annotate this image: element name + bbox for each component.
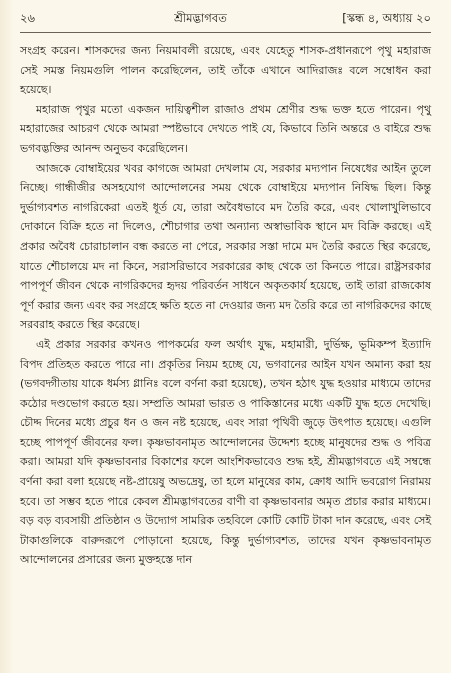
page-body [20,41,431,570]
running-header [20,10,431,32]
book-title: শ্রীমদ্ভাগবত [174,11,227,25]
header-rule [20,32,431,33]
paragraph: এই প্রকার সরকার কখনও পাপকর্মের ফল অর্থাৎ যুদ্ধ, মহামারী, দুর্ভিক্ষ, ভূমিকম্প ইত্যাদি বিপদ প্রতিহত করতে পারে না। প্রকৃতির নিয়ম হচ্ছে যে, ভগবানের আইন যখন অমান্য করা হয় (ভগবদ্গীতায় যাকে ধর্মস্য গ্লানিঃ বলে বর্ণনা করা হয়েছে), তখন হঠাৎ যুদ্ধ হওয়ার মাধ্যমে তাদের কঠোর দণ্ডভোগ করতে হয়। সম্প্রতি আমরা ভারত ও পাকিস্তানের মধ্যে একটি যুদ্ধ হতে দেখেছি। চৌদ্দ দিনের মধ্যে প্রচুর ধন ও জন নষ্ট হয়েছে, এবং সারা পৃথিবী জুড়ে উৎপাত হয়েছে। এগুলি হচ্ছে পাপপূর্ণ জীবনের ফল। কৃষ্ণভাবনামৃত আন্দোলনের উদ্দেশ্য হচ্ছে মানুষদের শুদ্ধ ও পবিত্র করা। আমরা যদি কৃষ্ণভাবনার বিকাশের ফলে আংশিকভাবেও শুদ্ধ হই, শ্রীমদ্ভাগবতে এই সম্বন্ধে বর্ণনা করা বলা হয়েছে নষ্ট-প্রায়েষু অভদ্রেষু, তা হলে মানুষের কাম, ক্রোধ আদি ভবরোগ নিরাময় হবে। তা সম্ভব হতে পারে কেবল শ্রীমদ্ভাগবতের বাণী বা কৃষ্ণভাবনার অমৃত প্রচার করার মাধ্যমে। বড় বড় ব্যবসায়ী প্রতিষ্ঠান ও উদ্যোগ সামরিক তহবিলে কোটি কোটি টাকা দান করেছে, এবং সেই টাকাগুলিকে বারুদরূপে পোড়ানো হয়েছে, কিন্তু দুর্ভাগ্যবশত, তাদের যখন কৃষ্ণভাবনামৃত আন্দোলনের প্রসারের জন্য মুক্তহস্তে দান [20,337,431,567]
paragraph: আজকে বোম্বাইয়ের খবর কাগজে আমরা দেখলাম যে, সরকার মদ্যপান নিষেধের আইন তুলে নিচ্ছে। গান্ধীজীর অসহযোগ আন্দোলনের সময় থেকে বোম্বাইয়ে মদ্যপান নিষিদ্ধ ছিল। কিন্তু দুর্ভাগ্যবশত নাগরিকেরা এতই ধূর্ত যে, তারা অবৈধভাবে মদ তৈরি করে, এবং খোলাখুলিভাবে দোকানে বিক্রি হতে না দিলেও, শৌচাগার তথা অন্যান্য অস্বাভাবিক স্থানে মদ বিক্রি করছে। এই প্রকার অবৈধ চোরাচালান বন্ধ করতে না পেরে, সরকার সস্তা দামে মদ তৈরি করতে স্থির করেছে, যাতে শৌচালয়ে মদ না কিনে, সরাসরিভাবে সরকারের কাছ থেকে তা কিনতে পারে। রাষ্ট্রসরকার পাপপূর্ণ জীবন থেকে নাগরিকদের হৃদয় পরিবর্তন সাধনে অকৃতকার্য হয়েছে, তাই তারা রাজকোষ পূর্ণ করার জন্য এবং কর সংগ্রহে ক্ষতি হতে না দেওয়ার জন্য মদ তৈরি করে তা নাগরিকদের কাছে সরবরাহ করতে স্থির করেছে। [20,161,431,332]
paragraph: মহারাজ পৃথুর মতো একজন দায়িত্বশীল রাজাও প্রথম শ্রেণীর শুদ্ধ ভক্ত হতে পারেন। পৃথু মহারাজের আচরণ থেকে আমরা স্পষ্টভাবে দেখতে পাই যে, কিভাবে তিনি অন্তরে ও বাইরে শুদ্ধ ভগবদ্ভক্তির আনন্দ অনুভব করেছিলেন। [20,102,431,155]
page-number: ২৬ [20,11,35,25]
chapter-reference: [স্কন্ধ ৪, অধ্যায় ২০ [342,11,431,25]
paragraph: সংগ্রহ করেন। শাসকদের জন্য নিয়মাবলী রয়েছে, এবং যেহেতু শাসক-প্রধানরূপে পৃথু মহারাজ সেই সমস্ত নিয়মগুলি পালন করেছিলেন, তাই তাঁকে এখানে আদিরাজঃ বলে সম্বোধন করা হয়েছে। [20,44,431,97]
